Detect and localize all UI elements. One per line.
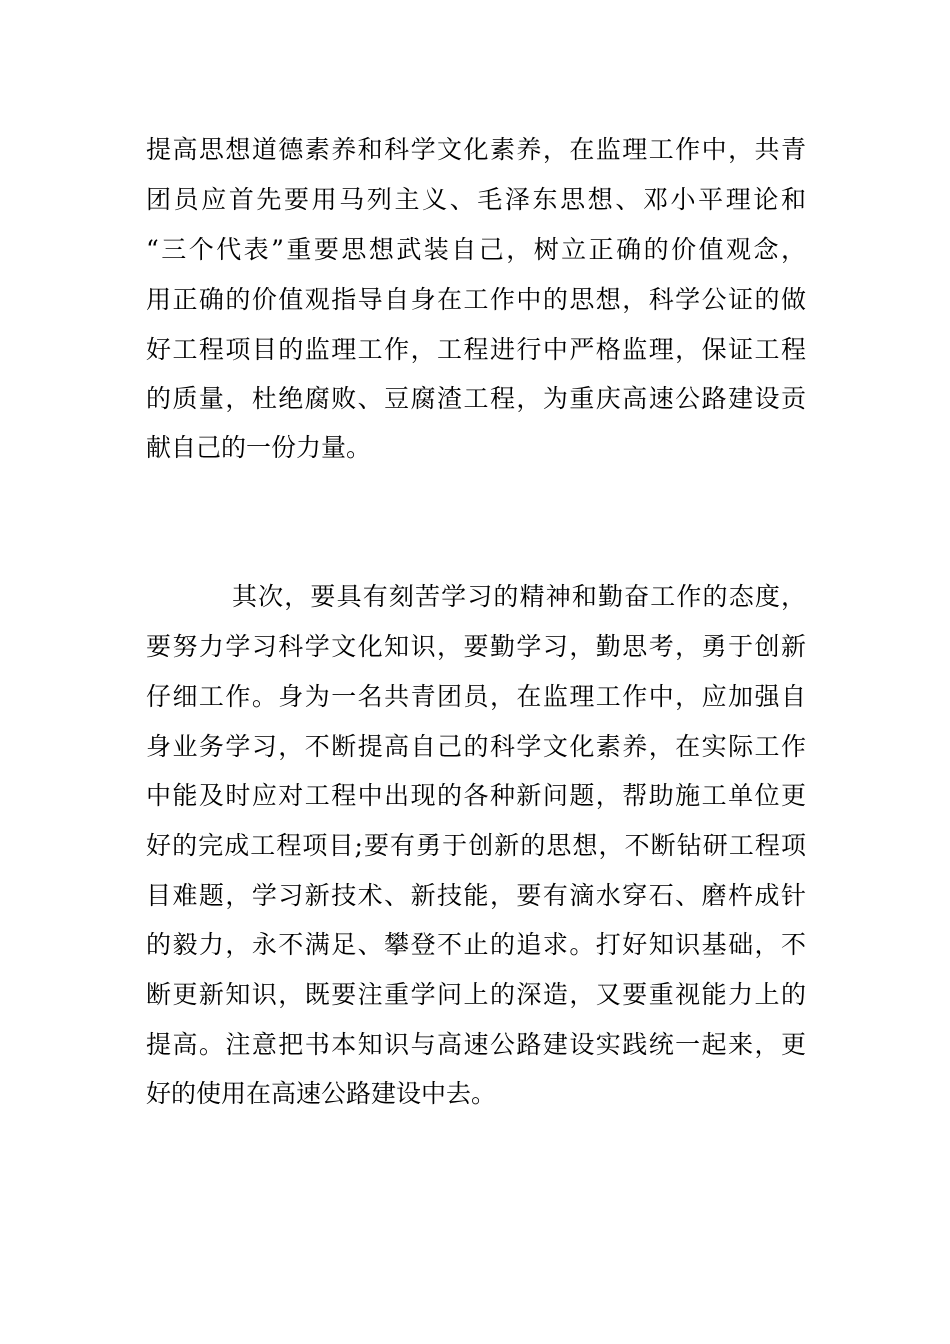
text-line: 献自己的一份力量。 (146, 433, 372, 462)
text-line: 的毅力，永不满足、攀登不止的追求。打好知识基础，不 (146, 930, 806, 959)
text-line: 好的使用在高速公路建设中去。 (146, 1079, 497, 1108)
text-line: 提高思想道德素养和科学文化素养，在监理工作中，共青 (146, 135, 806, 164)
text-line: 团员应首先要用马列主义、毛泽东思想、邓小平理论和 (146, 185, 806, 214)
text-line: 仔细工作。身为一名共青团员，在监理工作中，应加强自 (146, 682, 806, 711)
text-line: “三个代表”重要思想武装自己，树立正确的价值观念， (146, 235, 806, 264)
text-line: 的质量，杜绝腐败、豆腐渣工程，为重庆高速公路建设贡 (146, 384, 806, 413)
text-line: 身业务学习，不断提高自己的科学文化素养，在实际工作 (146, 732, 806, 761)
text-line: 好工程项目的监理工作，工程进行中严格监理，保证工程 (146, 335, 806, 364)
text-line: 好的完成工程项目;要有勇于创新的思想，不断钻研工程项 (146, 831, 806, 860)
text-line: 要努力学习科学文化知识，要勤学习，勤思考，勇于创新 (146, 632, 806, 661)
text-line: 提高。注意把书本知识与高速公路建设实践统一起来，更 (146, 1030, 806, 1059)
text-line: 目难题，学习新技术、新技能，要有滴水穿石、磨杵成针 (146, 881, 806, 910)
text-line: 断更新知识，既要注重学问上的深造，又要重视能力上的 (146, 980, 806, 1009)
text-line: 其次，要具有刻苦学习的精神和勤奋工作的态度， (232, 582, 806, 611)
text-line: 中能及时应对工程中出现的各种新问题，帮助施工单位更 (146, 781, 806, 810)
text-line: 用正确的价值观指导自身在工作中的思想，科学公证的做 (146, 285, 806, 314)
